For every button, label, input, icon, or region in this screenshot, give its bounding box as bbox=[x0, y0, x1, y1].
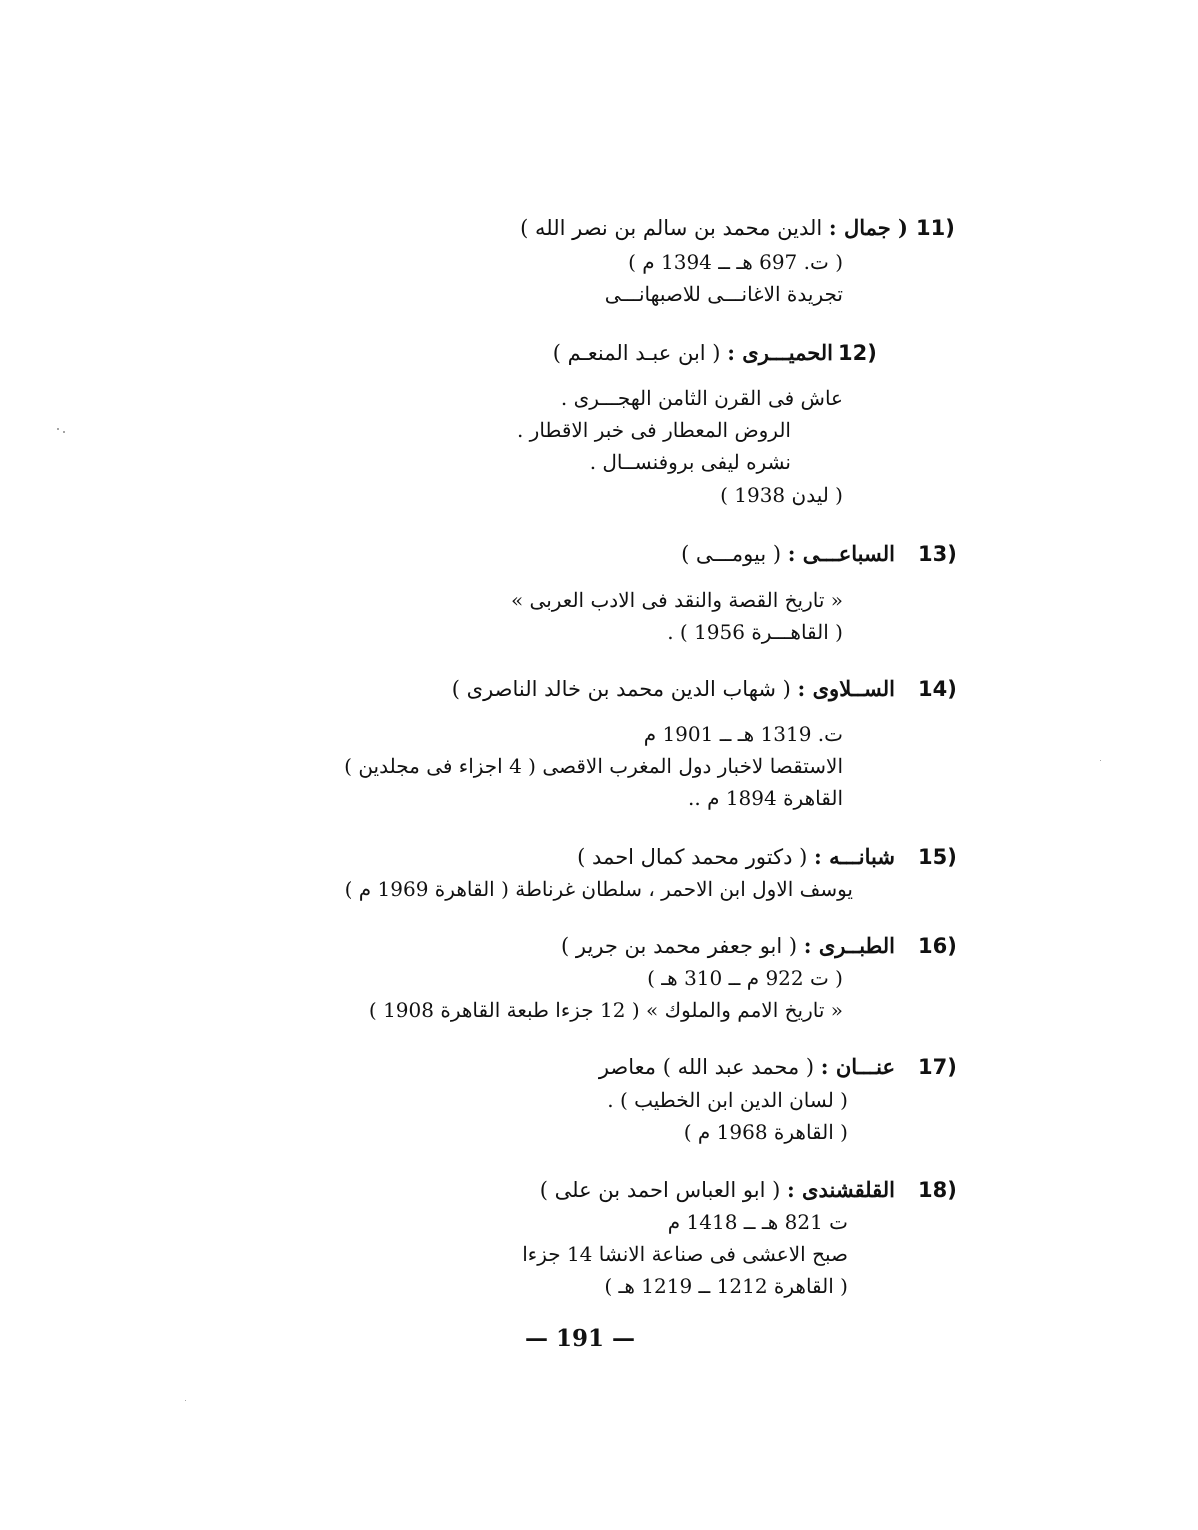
entry-heading bbox=[599, 1054, 895, 1079]
entry-number: 17) bbox=[918, 1055, 957, 1079]
author-name: الحميـــرى : bbox=[727, 340, 833, 365]
author-full-name: ( شهاب الدين محمد بن خالد الناصرى ) bbox=[451, 677, 791, 701]
entry-heading bbox=[540, 1177, 895, 1202]
entry-heading bbox=[561, 933, 895, 958]
entry-number: 15) bbox=[918, 845, 957, 869]
entry-heading bbox=[553, 340, 833, 365]
entry-line: ( لسان الدين ابن الخطيب ) . bbox=[607, 1088, 848, 1112]
entry-line: ت 821 هـ ــ 1418 م bbox=[667, 1210, 848, 1234]
entry-line: ( ت. 697 هـ ــ 1394 م ) bbox=[628, 250, 843, 274]
author-name: القلقشندى : bbox=[786, 1177, 895, 1202]
entry-number: 12) bbox=[838, 341, 877, 365]
entry-line: « تاريخ القصة والنقد فى الادب العربى » bbox=[510, 588, 843, 612]
author-name: الســلاوى : bbox=[797, 676, 895, 701]
entry-line: يوسف الاول ابن الاحمر ، سلطان غرناطة ( القاهرة 1969 م ) bbox=[344, 877, 853, 901]
entry-line: نشره ليفى بروفنســال . bbox=[589, 450, 791, 474]
author-full-name: ( ابن عبـد المنعـم ) bbox=[552, 341, 721, 365]
entry-line: ( ت 922 م ــ 310 هـ ) bbox=[647, 966, 843, 990]
entry-line: عاش فى القرن الثامن الهجـــرى . bbox=[560, 386, 843, 410]
entry-line: الروض المعطار فى خبر الاقطار . bbox=[516, 418, 791, 442]
entry-heading bbox=[577, 844, 895, 869]
entry-line: ( القاهـــرة 1956 ) . bbox=[667, 620, 843, 644]
author-full-name: ( ابو جعفر محمد بن جرير ) bbox=[561, 934, 798, 958]
scan-speck bbox=[57, 428, 59, 430]
entry-line: ت. 1319 هـ ــ 1901 م bbox=[643, 722, 843, 746]
entry-line: القاهرة 1894 م .. bbox=[688, 786, 843, 810]
entry-line: « تاريخ الامم والملوك » ( 12 جزءا طبعة القاهرة 1908 ) bbox=[368, 998, 843, 1022]
entry-heading bbox=[681, 541, 895, 566]
entry-heading bbox=[452, 676, 895, 701]
page-number: — 191 — bbox=[524, 1325, 636, 1352]
author-full-name: ( ابو العباس احمد بن على ) bbox=[539, 1178, 781, 1202]
entry-heading bbox=[520, 215, 908, 240]
entry-number: 18) bbox=[918, 1178, 957, 1202]
entry-line: ( ليدن 1938 ) bbox=[720, 483, 843, 507]
entry-number: 16) bbox=[918, 934, 957, 958]
entry-number: 13) bbox=[918, 542, 957, 566]
entry-line: تجريدة الاغانـــى للاصبهانـــى bbox=[604, 282, 843, 306]
author-name: عنـــان : bbox=[820, 1054, 895, 1079]
author-full-name: ( دكتور محمد كمال احمد ) bbox=[577, 845, 808, 869]
author-full-name: الدين محمد بن سالم بن نصر الله ) bbox=[520, 216, 823, 240]
author-full-name: ( محمد عبد الله ) معاصر bbox=[598, 1055, 815, 1079]
scan-speck bbox=[185, 1400, 186, 1401]
entry-line: صبح الاعشى فى صناعة الانشا 14 جزءا bbox=[522, 1242, 848, 1266]
entry-line: الاستقصا لاخبار دول المغرب الاقصى ( 4 اجزاء فى مجلدين ) bbox=[344, 754, 843, 778]
author-full-name: ( بيومـــى ) bbox=[681, 542, 782, 566]
author-name: شبانـــه : bbox=[814, 844, 895, 869]
author-name: ( جمال : bbox=[828, 215, 908, 240]
entry-number: 11) bbox=[916, 216, 955, 240]
entry-line: ( القاهرة 1968 م ) bbox=[683, 1120, 848, 1144]
entry-number: 14) bbox=[918, 677, 957, 701]
author-name: الطبــرى : bbox=[803, 933, 895, 958]
scan-speck bbox=[63, 431, 65, 433]
scan-speck bbox=[1100, 760, 1101, 761]
entry-line: ( القاهرة 1212 ــ 1219 هـ ) bbox=[604, 1274, 848, 1298]
author-name: السباعـــى : bbox=[787, 541, 895, 566]
